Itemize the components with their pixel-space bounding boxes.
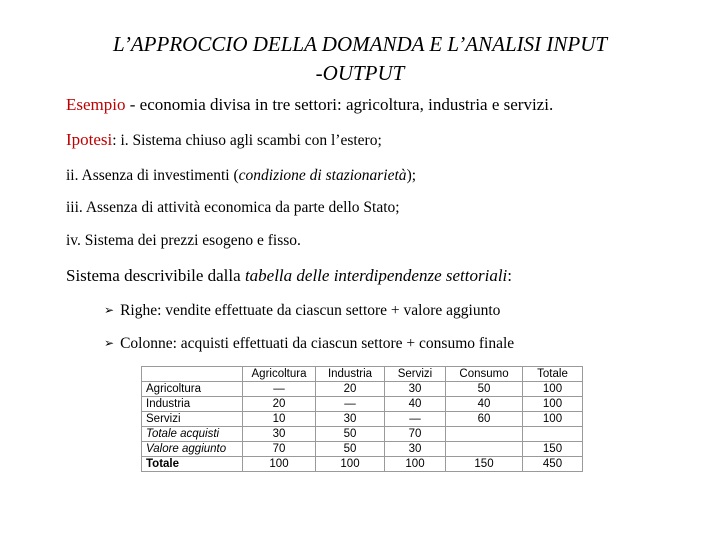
table-row-label: Agricoltura bbox=[142, 382, 243, 397]
hypothesis-item-1: i. Sistema chiuso agli scambi con l’estero; bbox=[120, 132, 382, 149]
table-row-label: Industria bbox=[142, 397, 243, 412]
table-cell: 100 bbox=[316, 457, 385, 472]
hypothesis-line-4: iv. Sistema dei prezzi esogeno e fisso. bbox=[66, 232, 301, 249]
table-header-cell: Agricoltura bbox=[243, 367, 316, 382]
hypothesis-line-2 bbox=[66, 167, 416, 185]
table-cell: 70 bbox=[385, 427, 446, 442]
hypothesis-item-2-italic: condizione di stazionarietà bbox=[238, 167, 407, 184]
example-label: Esempio bbox=[66, 95, 126, 114]
table-row bbox=[142, 442, 583, 457]
table-row bbox=[142, 427, 583, 442]
hypotheses-colon: : bbox=[112, 132, 121, 149]
table-cell: — bbox=[316, 397, 385, 412]
table-row-label: Totale acquisti bbox=[142, 427, 243, 442]
system-post: : bbox=[507, 266, 513, 285]
hypothesis-item-2-post: ); bbox=[406, 167, 417, 184]
table-cell: 20 bbox=[316, 382, 385, 397]
interdependence-table bbox=[141, 366, 583, 472]
table-cell: 100 bbox=[523, 382, 583, 397]
table-row-label: Servizi bbox=[142, 412, 243, 427]
table-cell: 50 bbox=[316, 427, 385, 442]
arrow-bullet-icon: ➢ bbox=[104, 303, 115, 317]
table-header-cell: Consumo bbox=[446, 367, 523, 382]
table-cell: 150 bbox=[523, 442, 583, 457]
slide-title bbox=[40, 30, 680, 88]
arrow-bullet-icon: ➢ bbox=[104, 336, 115, 350]
table-header-cell bbox=[142, 367, 243, 382]
system-italic: tabella delle interdipendenze settoriali bbox=[244, 266, 508, 285]
table-cell: 100 bbox=[523, 397, 583, 412]
table-cell: 30 bbox=[385, 382, 446, 397]
table-cell: 70 bbox=[243, 442, 316, 457]
title-line-2: -OUTPUT bbox=[315, 61, 405, 85]
bullet-rows bbox=[104, 302, 500, 320]
bullet-columns-text: Colonne: acquisti effettuati da ciascun settore + consumo finale bbox=[120, 335, 515, 352]
table-row-label: Totale bbox=[142, 457, 243, 472]
table-header-cell: Industria bbox=[316, 367, 385, 382]
title-line-1: L’APPROCCIO DELLA DOMANDA E L’ANALISI INPUT bbox=[112, 32, 608, 56]
bullet-columns bbox=[104, 335, 514, 353]
hypothesis-line-3: iii. Assenza di attività economica da parte dello Stato; bbox=[66, 199, 400, 216]
table-cell: 40 bbox=[385, 397, 446, 412]
table-header-cell: Servizi bbox=[385, 367, 446, 382]
table-header-cell: Totale bbox=[523, 367, 583, 382]
table-row bbox=[142, 382, 583, 397]
table-cell: — bbox=[243, 382, 316, 397]
system-pre: Sistema descrivibile dalla bbox=[66, 266, 245, 285]
example-line bbox=[66, 95, 553, 115]
hypothesis-item-2-pre: ii. Assenza di investimenti ( bbox=[66, 167, 239, 184]
table-cell: 10 bbox=[243, 412, 316, 427]
table-row-label: Valore aggiunto bbox=[142, 442, 243, 457]
table-header-row bbox=[142, 367, 583, 382]
table-cell: 20 bbox=[243, 397, 316, 412]
table-cell: 30 bbox=[243, 427, 316, 442]
system-line bbox=[66, 266, 512, 286]
table-cell: 30 bbox=[385, 442, 446, 457]
table-cell bbox=[446, 427, 523, 442]
bullet-rows-text: Righe: vendite effettuate da ciascun settore + valore aggiunto bbox=[120, 302, 501, 319]
table-cell: 50 bbox=[316, 442, 385, 457]
table-cell: 150 bbox=[446, 457, 523, 472]
table-row bbox=[142, 412, 583, 427]
table-cell: 100 bbox=[243, 457, 316, 472]
table-cell: 50 bbox=[446, 382, 523, 397]
table-row bbox=[142, 397, 583, 412]
table-cell bbox=[523, 427, 583, 442]
hypotheses-label: Ipotesi bbox=[66, 130, 113, 149]
table-cell: 30 bbox=[316, 412, 385, 427]
table-cell: — bbox=[385, 412, 446, 427]
table-cell: 100 bbox=[385, 457, 446, 472]
table-cell: 60 bbox=[446, 412, 523, 427]
table-row bbox=[142, 457, 583, 472]
example-text: - economia divisa in tre settori: agricoltura, industria e servizi. bbox=[125, 95, 554, 114]
table-cell: 40 bbox=[446, 397, 523, 412]
table-cell: 100 bbox=[523, 412, 583, 427]
table-cell bbox=[446, 442, 523, 457]
table-cell: 450 bbox=[523, 457, 583, 472]
hypothesis-line-1 bbox=[66, 130, 382, 150]
